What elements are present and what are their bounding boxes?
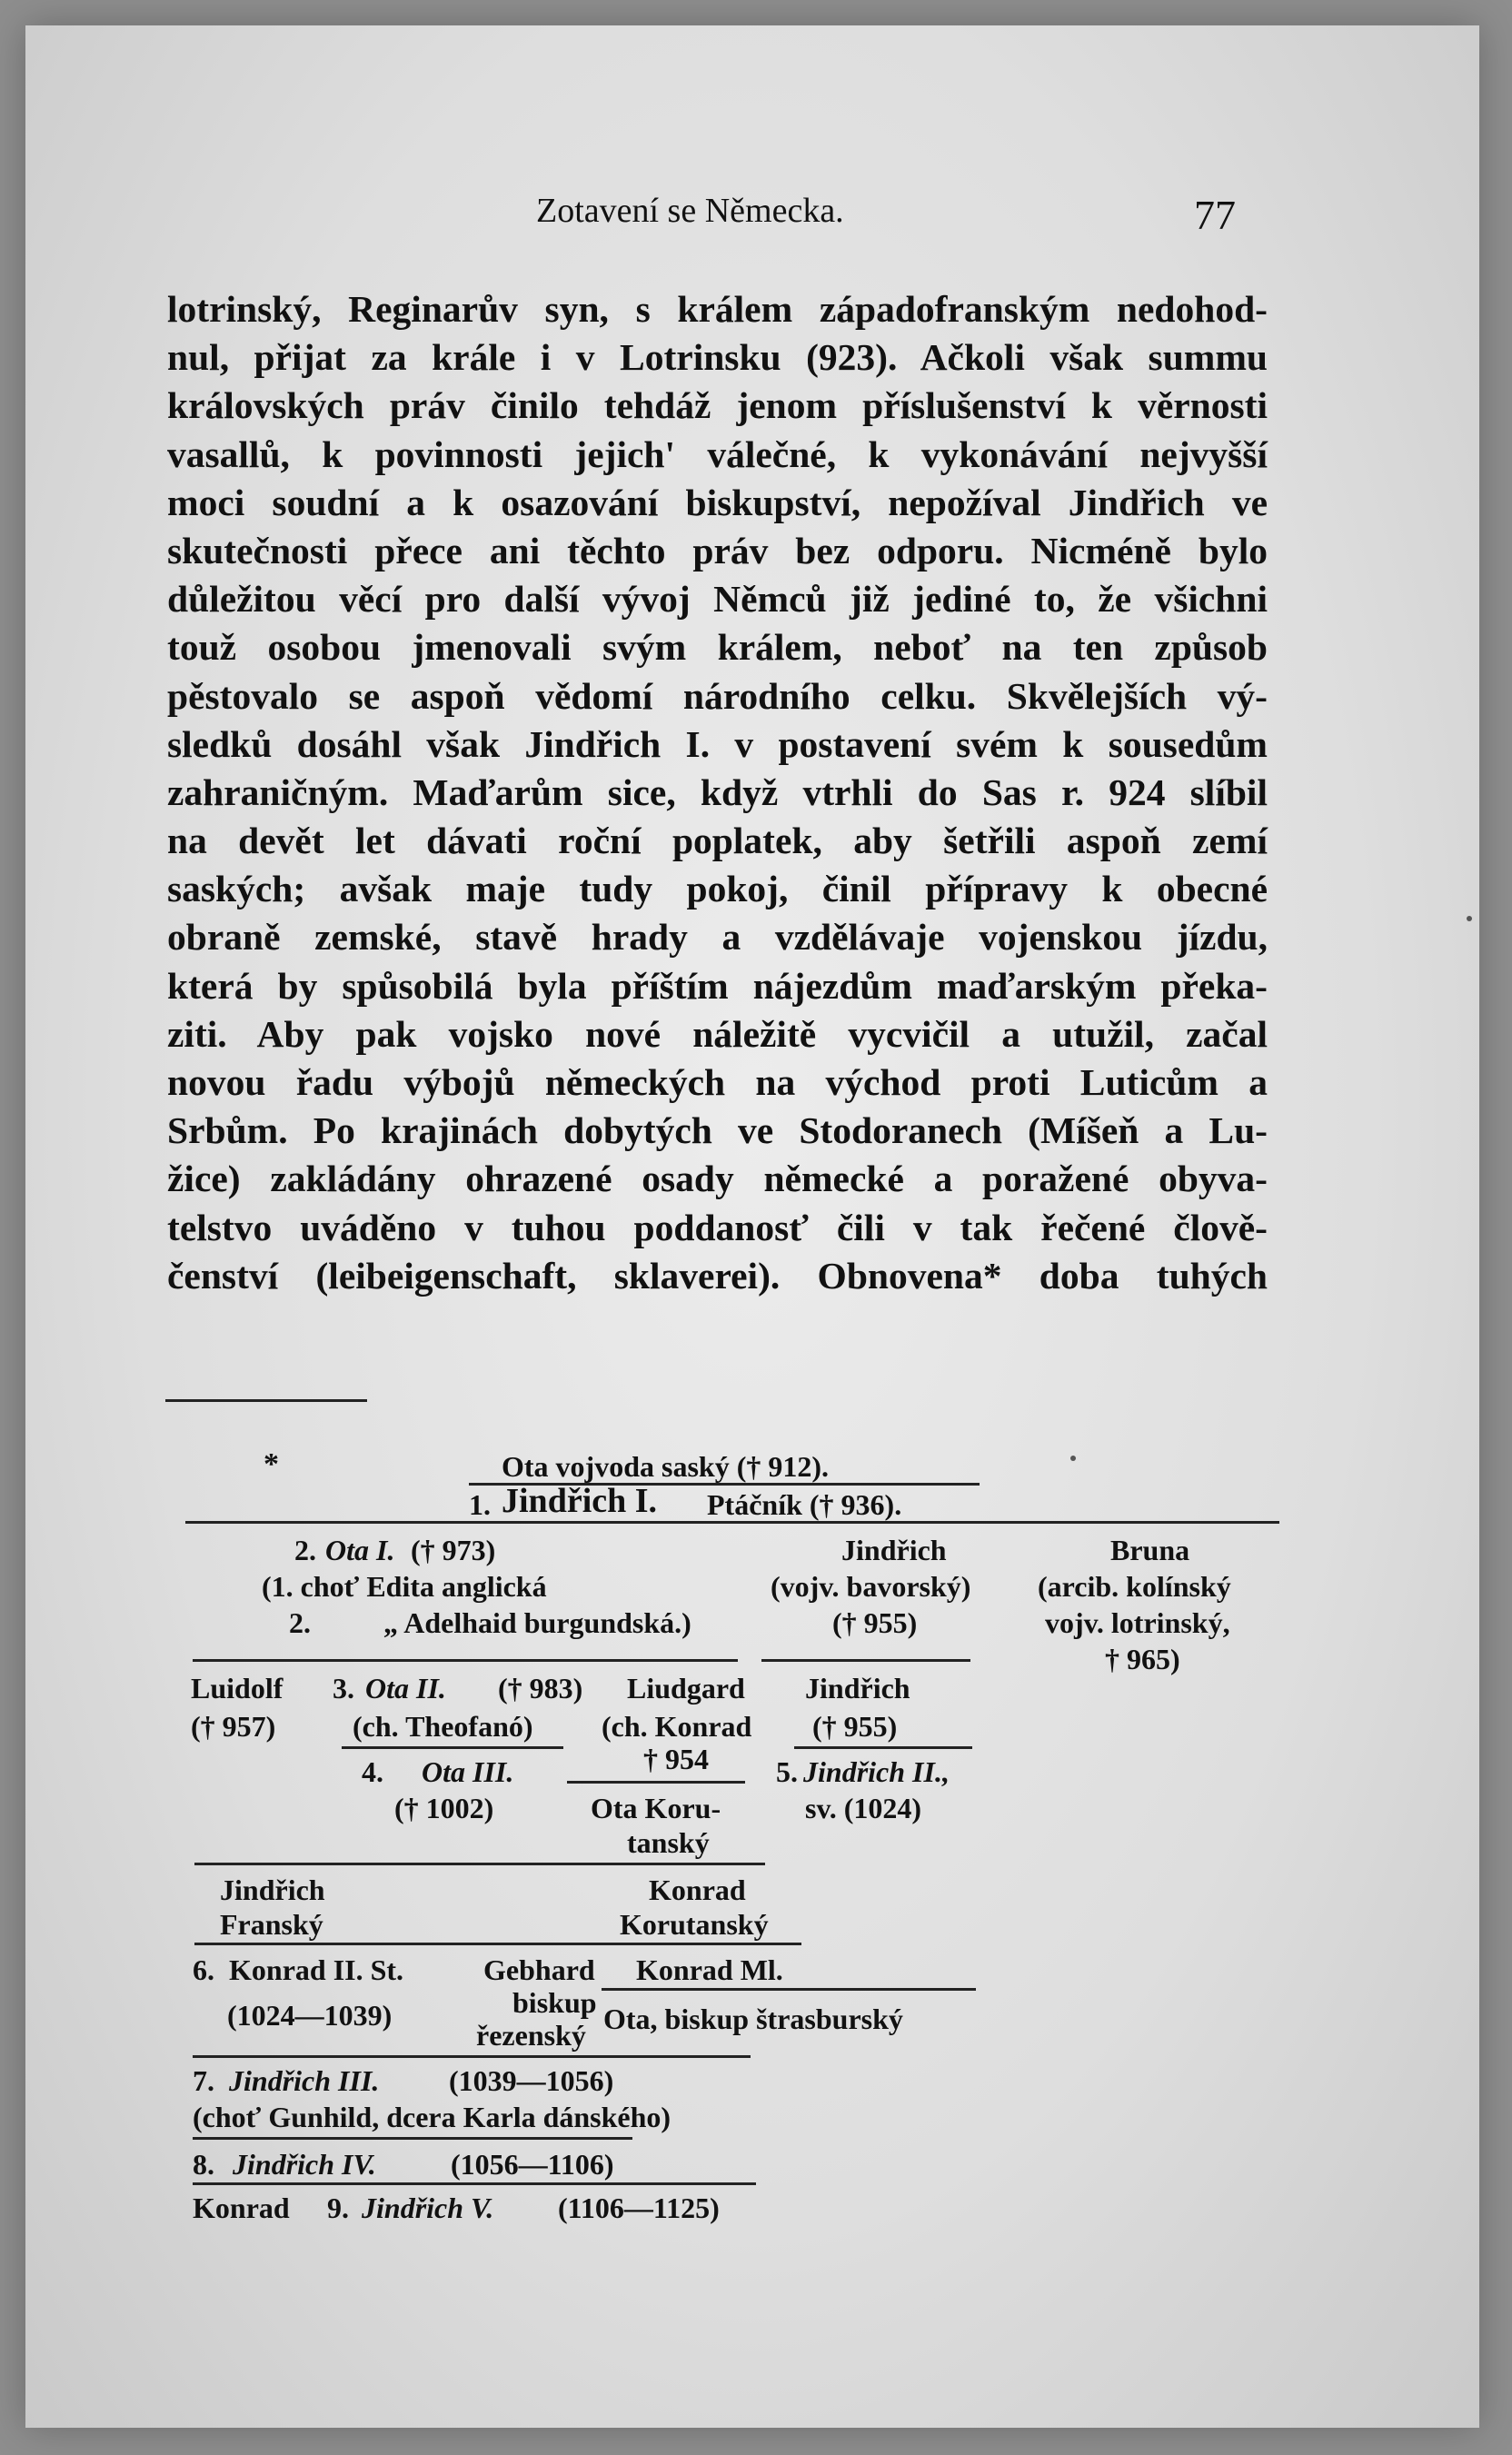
- text-line: zahraničným. Maďarům sice, když vtrhli do Sas r. 924 slíbil: [167, 770, 1268, 813]
- tree-ota1-wife2-num: 2.: [289, 1606, 311, 1639]
- text-line: na devět let dávati roční poplatek, aby šetřili aspoň zemí: [167, 820, 1268, 862]
- tree-connector: [193, 1659, 738, 1662]
- text-line: která by spůsobilá byla příštím nájezdům maďarským překa-: [167, 964, 1268, 1007]
- tree-jindrich3-wife: (choť Gunhild, dcera Karla dánského): [193, 2101, 671, 2133]
- text-line: lotrinský, Reginarův syn, s králem západofranským nedohod-: [167, 288, 1268, 330]
- text-line: sledků dosáhl však Jindřich I. v postavení svém k sousedům: [167, 722, 1268, 765]
- tree-konrad2-name: Konrad II. St.: [229, 1953, 404, 1986]
- tree-connector: [193, 2182, 756, 2185]
- tree-jindrich4-date: (1056—1106): [451, 2148, 614, 2181]
- tree-bruna-1: Bruna: [1110, 1534, 1190, 1566]
- text-line: pěstovalo se aspoň vědomí národního celku. Skvělejších vý-: [167, 674, 1268, 717]
- tree-ota1-wife1: (1. choť Edita anglická: [262, 1570, 547, 1603]
- text-line: důležitou věcí pro další vývoj Němců již jediné to, že všichni: [167, 578, 1268, 621]
- text-line: královských práv činilo tehdáž jenom příslušenství k věrnosti: [167, 384, 1268, 427]
- text-line: Srbům. Po krajinách dobytých ve Stodoranech (Míšeň a Lu-: [167, 1109, 1268, 1152]
- tree-konrad-ml: Konrad Ml.: [636, 1953, 783, 1986]
- tree-jindrich-1-num: 1.: [469, 1488, 491, 1521]
- tree-connector: [194, 1863, 765, 1865]
- tree-connector: [193, 2137, 632, 2140]
- text-line: nul, přijat za krále i v Lotrinsku (923). Ačkoli však summu: [167, 336, 1268, 379]
- tree-ota2-date: († 983): [498, 1672, 583, 1705]
- tree-jindrich5-name: Jindřich V.: [362, 2192, 494, 2224]
- text-line: obraně zemské, stavě hrady a vzdělávaje vojenskou jízdu,: [167, 916, 1268, 959]
- tree-jindrich-b2-1: Jindřich: [805, 1672, 910, 1705]
- tree-konrad-last: Konrad: [193, 2192, 290, 2224]
- tree-bruna-4: † 965): [1105, 1643, 1180, 1675]
- tree-connector: [194, 1943, 801, 1945]
- running-title: Zotavení se Německa.: [536, 192, 844, 230]
- tree-connector: [342, 1746, 563, 1749]
- tree-ota1-date: († 973): [411, 1534, 496, 1566]
- tree-liudgard-3: † 954: [643, 1743, 709, 1775]
- tree-ota3-name: Ota III.: [422, 1755, 514, 1788]
- tree-connector: [602, 1988, 976, 1991]
- text-line: vasallů, k povinnosti jejich' válečné, k vykonávání nejvyšší: [167, 432, 1268, 475]
- tree-jindrich-1-name: Jindřich I.: [502, 1482, 658, 1520]
- tree-jindrich2-date: sv. (1024): [805, 1792, 921, 1824]
- tree-jindrich3-name: Jindřich III.: [229, 2064, 380, 2097]
- tree-jindrich-b2-2: († 955): [812, 1710, 898, 1743]
- tree-ota1-name: Ota I.: [325, 1534, 395, 1566]
- tree-bruna-2: (arcib. kolínský: [1038, 1570, 1231, 1603]
- tree-ota3-num: 4.: [362, 1755, 383, 1788]
- tree-liudgard-1: Liudgard: [627, 1672, 745, 1705]
- tree-ota-vojvoda: Ota vojvoda saský († 912).: [502, 1450, 830, 1483]
- text-line: moci soudní a k osazování biskupství, nepožíval Jindřich ve: [167, 481, 1268, 523]
- tree-jindrich-fr-2: Franský: [220, 1908, 323, 1941]
- tree-konrad-kor-2: Korutanský: [620, 1908, 769, 1941]
- tree-connector: [794, 1746, 972, 1749]
- tree-gebhard-2: biskup: [512, 1986, 597, 2019]
- tree-ota3-date: († 1002): [394, 1792, 494, 1824]
- tree-konrad2-num: 6.: [193, 1953, 214, 1986]
- tree-ota1-num: 2.: [294, 1534, 316, 1566]
- tree-jindrich4-num: 8.: [193, 2148, 214, 2181]
- tree-jindrich5-num: 9.: [327, 2192, 349, 2224]
- tree-connector: [185, 1521, 1279, 1524]
- text-line: saských; avšak maje tudy pokoj, činil přípravy k obecné: [167, 868, 1268, 910]
- tree-jindrich-fr-1: Jindřich: [220, 1874, 325, 1906]
- tree-luidolf-2: († 957): [191, 1710, 276, 1743]
- tree-ota-strasb: Ota, biskup štrasburský: [603, 2003, 903, 2035]
- tree-luidolf-1: Luidolf: [191, 1672, 284, 1705]
- text-line: ziti. Aby pak vojsko nové náležitě vycvičil a utužil, začal: [167, 1012, 1268, 1055]
- tree-gebhard-1: Gebhard: [483, 1953, 595, 1986]
- paper-speck: [1467, 916, 1472, 921]
- text-line: žice) zakládány ohrazené osady německé a poražené obyva-: [167, 1158, 1268, 1200]
- text-line: skutečnosti přece ani těchto práv bez odporu. Nicméně bylo: [167, 529, 1268, 572]
- tree-konrad-kor-1: Konrad: [649, 1874, 746, 1906]
- text-line: čenství (leibeigenschaft, sklaverei). Obnovena* doba tuhých: [167, 1254, 1268, 1297]
- book-page: [25, 25, 1479, 2428]
- paper-speck: [1070, 1456, 1076, 1461]
- tree-connector: [761, 1659, 970, 1662]
- tree-jindrich4-name: Jindřich IV.: [233, 2148, 376, 2181]
- tree-connector: [567, 1781, 745, 1784]
- tree-jindrich-bav-2: (vojv. bavorský): [771, 1570, 971, 1603]
- text-line: touž osobou jmenovali svým králem, neboť na ten způsob: [167, 626, 1268, 669]
- tree-ota1-wife2: „ Adelhaid burgundská.): [383, 1606, 691, 1639]
- tree-jindrich2-name: Jindřich II.,: [803, 1755, 950, 1788]
- tree-jindrich-1-rest: Ptáčník († 936).: [707, 1488, 902, 1521]
- tree-ota2-wife: (ch. Theofanó): [353, 1710, 533, 1743]
- genealogy-tree: [25, 25, 1479, 2428]
- footnote-marker: *: [264, 1447, 279, 1481]
- tree-gebhard-3: řezenský: [476, 2019, 586, 2052]
- text-line: telstvo uváděno v tuhou poddanosť čili v tak řečené člově-: [167, 1206, 1268, 1248]
- tree-konrad2-date: (1024—1039): [227, 1999, 393, 2032]
- tree-jindrich3-num: 7.: [193, 2064, 214, 2097]
- text-line: novou řadu výbojů německých na východ proti Luticům a: [167, 1061, 1268, 1103]
- tree-liudgard-2: (ch. Konrad: [602, 1710, 752, 1743]
- page-number: 77: [1194, 192, 1236, 238]
- tree-ota2-num: 3.: [333, 1672, 354, 1705]
- tree-connector: [193, 2055, 751, 2058]
- tree-jindrich-bav-3: († 955): [832, 1606, 918, 1639]
- tree-jindrich3-date: (1039—1056): [449, 2064, 614, 2097]
- tree-bruna-3: vojv. lotrinský,: [1045, 1606, 1230, 1639]
- tree-jindrich-bav-1: Jindřich: [841, 1534, 947, 1566]
- tree-ota2-name: Ota II.: [365, 1672, 446, 1705]
- tree-ota-kor-2: tanský: [627, 1826, 710, 1859]
- tree-jindrich2-num: 5.: [776, 1755, 798, 1788]
- tree-jindrich5-date: (1106—1125): [558, 2192, 720, 2224]
- tree-ota-kor-1: Ota Koru-: [591, 1792, 721, 1824]
